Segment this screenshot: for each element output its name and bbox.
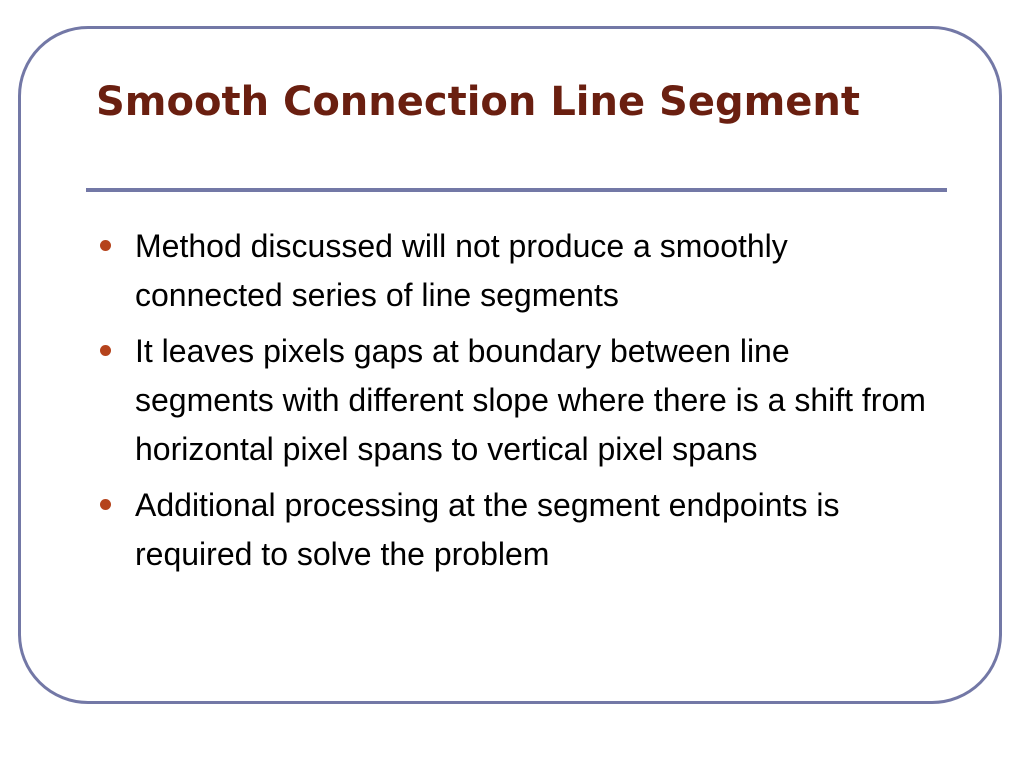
bullet-text: It leaves pixels gaps at boundary between line segments with different slope where there is a shift from horizontal pixel spans to vertical pixel spans xyxy=(135,333,926,467)
bullet-item xyxy=(100,327,930,474)
bullet-list xyxy=(100,222,930,586)
bullet-dot-icon xyxy=(100,499,111,510)
title-divider xyxy=(86,188,947,192)
bullet-text: Additional processing at the segment endpoints is required to solve the problem xyxy=(135,487,840,572)
bullet-dot-icon xyxy=(100,240,111,251)
bullet-text: Method discussed will not produce a smoothly connected series of line segments xyxy=(135,228,788,313)
bullet-item xyxy=(100,222,930,320)
slide-title: Smooth Connection Line Segment xyxy=(96,79,861,125)
bullet-dot-icon xyxy=(100,345,111,356)
bullet-item xyxy=(100,481,930,579)
